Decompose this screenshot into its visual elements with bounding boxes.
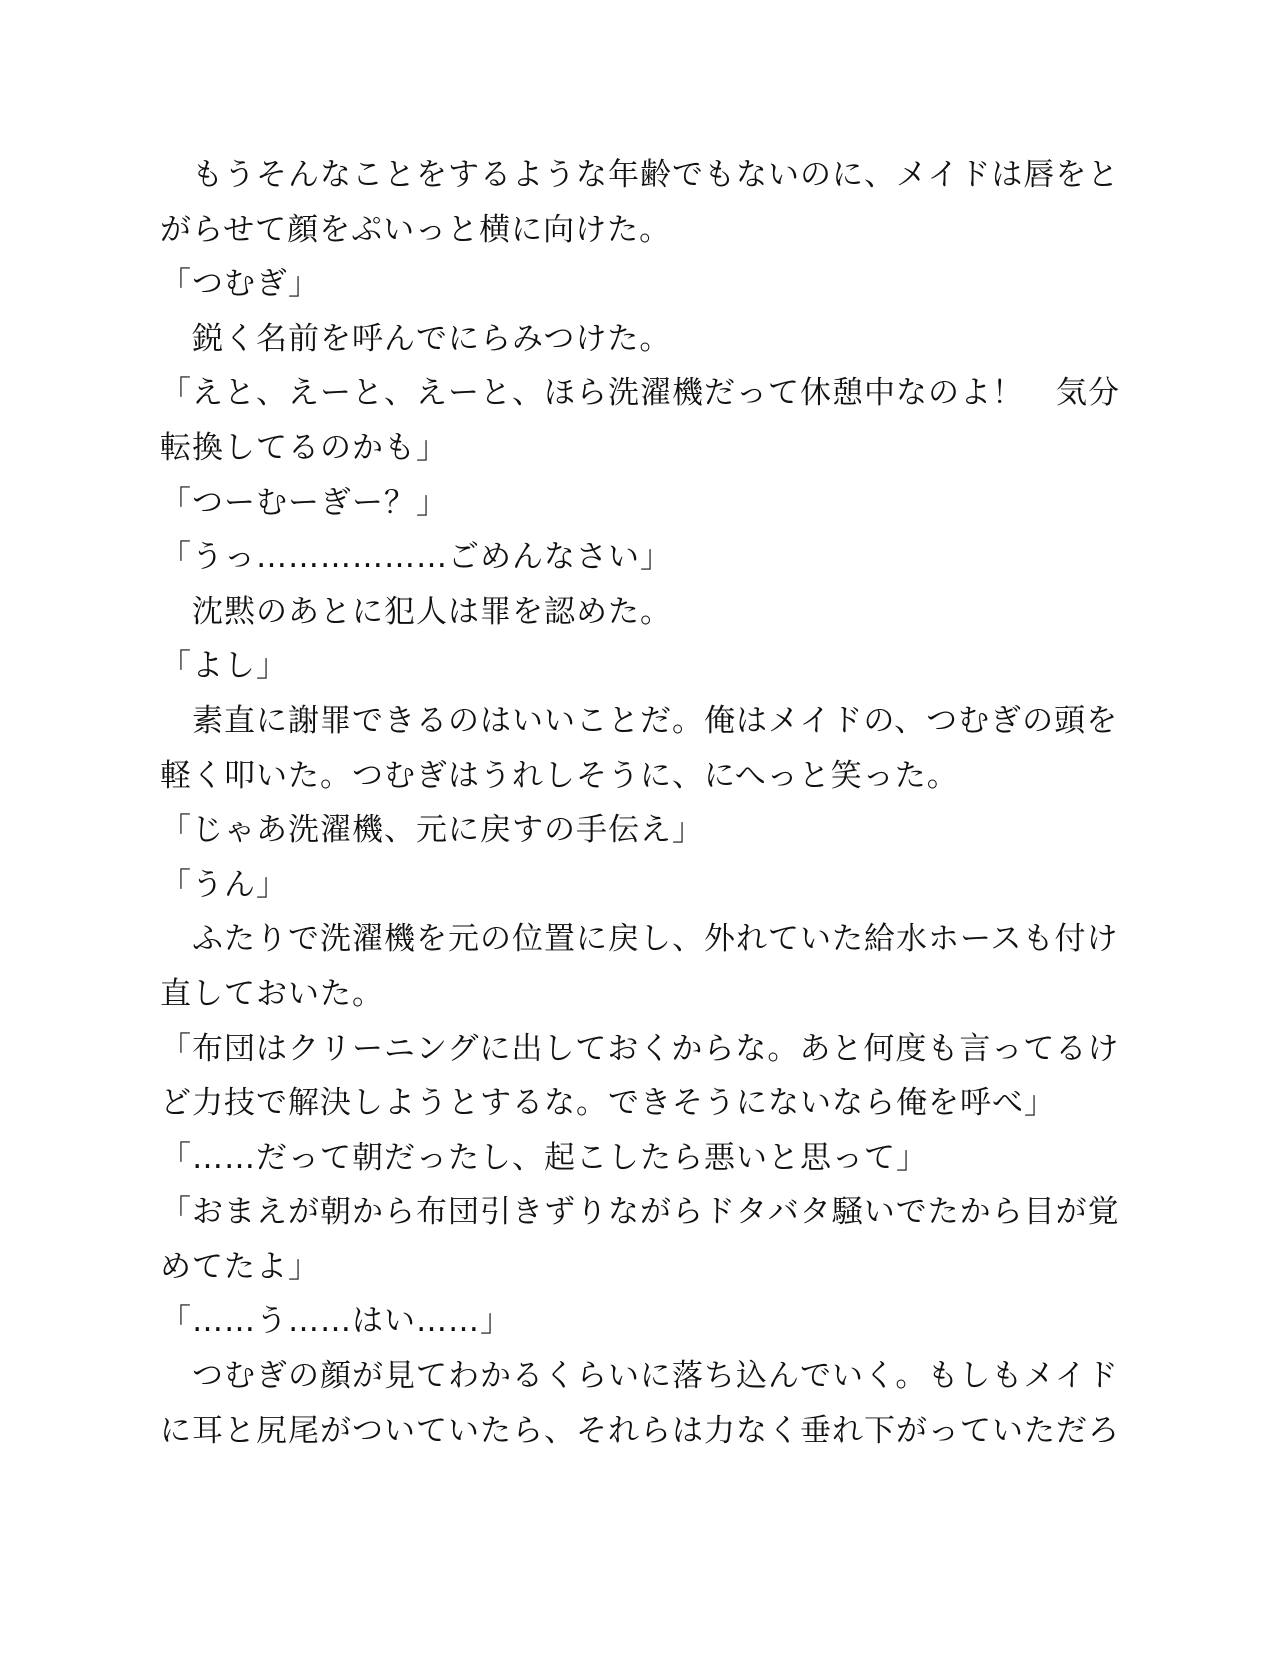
text-line: 直しておいた。 — [160, 975, 384, 1012]
text-line: 「つむぎ」 — [160, 266, 320, 303]
text-line: 「うん」 — [160, 866, 288, 903]
text-line: 沈黙のあとに犯人は罪を認めた。 — [160, 593, 672, 630]
text-line: に耳と尻尾がついていたら、それらは力なく垂れ下がっていただろ — [160, 1412, 1120, 1449]
text-line: 転換してるのかも」 — [160, 429, 448, 466]
text-line: 「えと、えーと、えーと、ほら洗濯機だって休憩中なのよ！ 気分 — [160, 375, 1120, 412]
text-line: 「じゃあ洗濯機、元に戻すの手伝え」 — [160, 812, 704, 849]
text-line: 「布団はクリーニングに出しておくからな。あと何度も言ってるけ — [160, 1030, 1120, 1067]
text-line: 鋭く名前を呼んでにらみつけた。 — [160, 320, 672, 357]
text-line: もうそんなことをするような年齢でもないのに、メイドは唇をと — [160, 157, 1120, 193]
text-line: ふたりで洗濯機を元の位置に戻し、外れていた給水ホースも付け — [160, 921, 1119, 958]
text-line: がらせて顔をぷいっと横に向けた。 — [160, 211, 672, 248]
text-line: 「よし」 — [160, 648, 288, 685]
text-line: つむぎの顔が見てわかるくらいに落ち込んでいく。もしもメイド — [160, 1358, 1119, 1395]
text-line: めてたよ」 — [160, 1248, 320, 1285]
text-line: 軽く叩いた。つむぎはうれしそうに、にへっと笑った。 — [160, 757, 959, 794]
text-line: 「……う……はい……」 — [160, 1303, 512, 1340]
text-line: 「うっ………………ごめんなさい」 — [160, 539, 672, 576]
text-line: ど力技で解決しようとするな。できそうにないなら俺を呼べ」 — [160, 1085, 1056, 1122]
text-line: 「おまえが朝から布団引きずりながらドタバタ騒いでたから目が覚 — [160, 1194, 1120, 1231]
text-line: 「……だって朝だったし、起こしたら悪いと思って」 — [160, 1139, 928, 1176]
text-line: 「つーむーぎー？」 — [160, 484, 448, 521]
document-page — [160, 148, 1120, 1458]
text-line: 素直に謝罪できるのはいいことだ。俺はメイドの、つむぎの頭を — [160, 702, 1119, 739]
